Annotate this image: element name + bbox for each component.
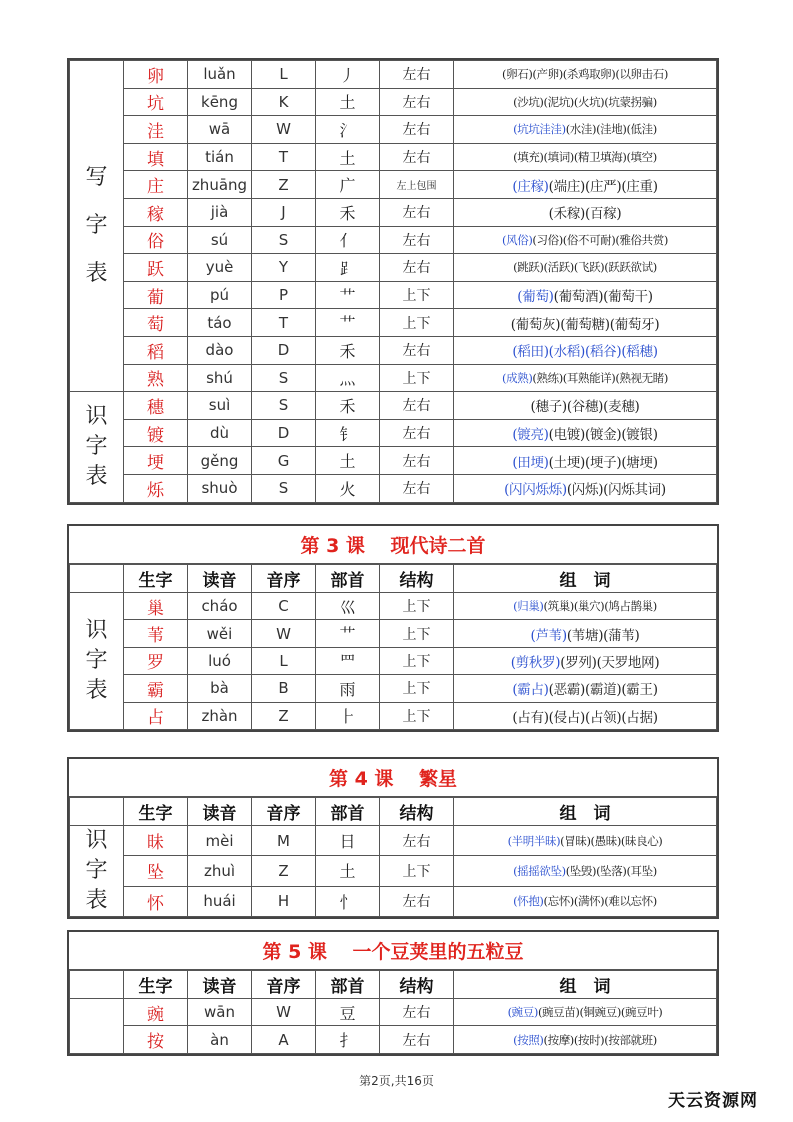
pinyin-cell: shú — [188, 364, 252, 392]
highlighted-words: (按照) — [513, 1032, 544, 1047]
character-cell: 怀 — [124, 886, 188, 916]
vocab-row — [70, 647, 717, 674]
words-cell — [454, 826, 717, 856]
header-char: 生字 — [124, 971, 188, 999]
index-letter-cell: G — [252, 447, 316, 475]
group-label-char: 字 — [85, 858, 108, 883]
structure-cell: 左右 — [380, 886, 454, 916]
index-letter-cell: W — [252, 999, 316, 1026]
words-text: (土埂)(埂子)(塘埂) — [548, 454, 658, 471]
group-label-wrap — [70, 163, 123, 289]
vocab-row — [70, 702, 717, 729]
character-cell: 坠 — [124, 856, 188, 886]
words-cell — [454, 254, 717, 282]
radical-cell: 禾 — [316, 336, 380, 364]
structure-cell: 左右 — [380, 254, 454, 282]
words-text: (禾稼)(百稼) — [548, 206, 622, 223]
group-label — [70, 593, 124, 730]
index-letter-cell: L — [252, 647, 316, 674]
group-label-char: 字 — [85, 433, 108, 459]
highlighted-words: (半明半昧) — [507, 833, 561, 848]
vocab-row — [70, 474, 717, 502]
vocab-row — [70, 171, 717, 199]
vocab-row — [70, 336, 717, 364]
pinyin-cell: luǎn — [188, 61, 252, 89]
vocab-row — [70, 254, 717, 282]
radical-cell: 钅 — [316, 419, 380, 447]
header-struct: 结构 — [380, 798, 454, 826]
vocab-row — [70, 826, 717, 856]
header-words: 组 词 — [454, 798, 717, 826]
structure-cell: 左右 — [380, 474, 454, 502]
index-letter-cell: H — [252, 886, 316, 916]
index-letter-cell: Z — [252, 856, 316, 886]
index-letter-cell: Z — [252, 171, 316, 199]
highlighted-words: (豌豆) — [507, 1005, 538, 1020]
index-letter-cell: K — [252, 88, 316, 116]
character-cell: 巢 — [124, 593, 188, 620]
vocab-row — [70, 593, 717, 620]
vocab-row — [70, 886, 717, 916]
radical-cell: 丿 — [316, 61, 380, 89]
structure-cell: 左右 — [380, 447, 454, 475]
lesson-5-title: 第 5 课 一个豆荚里的五粒豆 — [69, 932, 717, 970]
vocab-row — [70, 309, 717, 337]
structure-cell: 上下 — [380, 620, 454, 647]
group-label-char: 字 — [85, 213, 108, 239]
index-letter-cell: M — [252, 826, 316, 856]
words-cell — [454, 88, 717, 116]
structure-cell: 左右 — [380, 143, 454, 171]
pinyin-cell: jià — [188, 198, 252, 226]
words-cell — [454, 856, 717, 886]
lesson-3-title: 第 3 课 现代诗二首 — [69, 526, 717, 564]
radical-cell: 艹 — [316, 281, 380, 309]
character-cell: 昧 — [124, 826, 188, 856]
radical-cell: ⻊ — [316, 254, 380, 282]
vocab-row — [70, 419, 717, 447]
character-cell: 稻 — [124, 336, 188, 364]
radical-cell: 氵 — [316, 116, 380, 144]
radical-cell: 火 — [316, 474, 380, 502]
pinyin-cell: gěng — [188, 447, 252, 475]
header-rad: 部首 — [316, 798, 380, 826]
words-cell — [454, 61, 717, 89]
character-cell: 熟 — [124, 364, 188, 392]
words-text: (筑巢)(巢穴)(鸠占鹊巢) — [543, 599, 657, 614]
pinyin-cell: luó — [188, 647, 252, 674]
highlighted-words: (芦苇) — [530, 627, 567, 644]
group-label — [70, 61, 124, 392]
radical-cell: 忄 — [316, 886, 380, 916]
words-text: (葡萄灰)(葡萄糖)(葡萄牙) — [510, 316, 660, 333]
words-text: (苇塘)(蒲苇) — [566, 627, 640, 644]
group-label-char: 识 — [85, 617, 108, 643]
index-letter-cell: W — [252, 116, 316, 144]
radical-cell: 豆 — [316, 999, 380, 1026]
words-text: (忘怀)(满怀)(难以忘怀) — [543, 894, 657, 909]
index-letter-cell: Y — [252, 254, 316, 282]
words-text: (穗子)(谷穗)(麦穗) — [530, 399, 640, 416]
header-ord: 音序 — [252, 798, 316, 826]
words-cell — [454, 171, 717, 199]
header-struct: 结构 — [380, 565, 454, 593]
character-cell: 穗 — [124, 392, 188, 420]
structure-cell: 上下 — [380, 647, 454, 674]
structure-cell: 上下 — [380, 702, 454, 729]
pinyin-cell: cháo — [188, 593, 252, 620]
group-label-char: 识 — [85, 403, 108, 429]
header-py: 读音 — [188, 565, 252, 593]
structure-cell: 左右 — [380, 116, 454, 144]
words-text: (闪烁)(闪烁其词) — [566, 482, 666, 499]
words-cell — [454, 702, 717, 729]
vocab-row — [70, 61, 717, 89]
character-cell: 跃 — [124, 254, 188, 282]
highlighted-words: (葡萄) — [517, 289, 554, 306]
radical-cell: 艹 — [316, 620, 380, 647]
words-cell — [454, 1026, 717, 1053]
group-label — [70, 999, 124, 1054]
vocab-row — [70, 856, 717, 886]
lesson-5-table — [67, 930, 719, 1056]
character-cell: 罗 — [124, 647, 188, 674]
words-text: (豌豆苗)(铜豌豆)(豌豆叶) — [537, 1005, 663, 1020]
index-letter-cell: L — [252, 61, 316, 89]
character-cell: 萄 — [124, 309, 188, 337]
highlighted-words: (庄稼) — [512, 178, 549, 195]
words-text: (葡萄酒)(葡萄干) — [553, 289, 653, 306]
words-text: (卵石)(产卵)(杀鸡取卵)(以卵击石) — [502, 67, 668, 82]
character-cell: 稼 — [124, 198, 188, 226]
words-text: (冒昧)(愚昧)(昧良心) — [560, 833, 663, 848]
radical-cell: 禾 — [316, 392, 380, 420]
pinyin-cell: dào — [188, 336, 252, 364]
words-cell — [454, 647, 717, 674]
vocab-row — [70, 198, 717, 226]
header-ord: 音序 — [252, 565, 316, 593]
words-cell — [454, 143, 717, 171]
index-letter-cell: Z — [252, 702, 316, 729]
group-label-char: 表 — [85, 677, 108, 703]
index-letter-cell: S — [252, 474, 316, 502]
group-label-char: 写 — [85, 165, 108, 191]
vocab-table-continued — [67, 58, 719, 505]
structure-cell: 上下 — [380, 593, 454, 620]
pinyin-cell: shuò — [188, 474, 252, 502]
highlighted-words: (剪秋罗) — [510, 654, 561, 671]
radical-cell: 土 — [316, 856, 380, 886]
group-label — [70, 392, 124, 502]
pinyin-cell: tián — [188, 143, 252, 171]
character-cell: 填 — [124, 143, 188, 171]
structure-cell: 上下 — [380, 364, 454, 392]
words-text: (坠毁)(坠落)(耳坠) — [565, 863, 657, 878]
structure-cell: 左右 — [380, 226, 454, 254]
pinyin-cell: kēng — [188, 88, 252, 116]
radical-cell: 土 — [316, 88, 380, 116]
header-words: 组 词 — [454, 565, 717, 593]
character-cell: 霸 — [124, 675, 188, 702]
vocab-row — [70, 226, 717, 254]
header-rad: 部首 — [316, 971, 380, 999]
index-letter-cell: C — [252, 593, 316, 620]
lesson-4-title: 第 4 课 繁星 — [69, 759, 717, 797]
character-cell: 葡 — [124, 281, 188, 309]
radical-cell: 灬 — [316, 364, 380, 392]
words-cell — [454, 198, 717, 226]
pinyin-cell: wā — [188, 116, 252, 144]
radical-cell: 禾 — [316, 198, 380, 226]
highlighted-words: (风俗) — [502, 232, 533, 247]
highlighted-words: (坑坑洼洼) — [513, 122, 566, 137]
character-cell: 豌 — [124, 999, 188, 1026]
radical-cell: 土 — [316, 143, 380, 171]
radical-cell: 亻 — [316, 226, 380, 254]
character-cell: 洼 — [124, 116, 188, 144]
structure-cell: 左上包围 — [380, 171, 454, 199]
pinyin-cell: táo — [188, 309, 252, 337]
words-text: (占有)(侵占)(占领)(占据) — [512, 709, 658, 726]
words-cell — [454, 999, 717, 1026]
structure-cell: 左右 — [380, 1026, 454, 1053]
vocab-row — [70, 392, 717, 420]
words-text: (电镀)(镀金)(镀银) — [548, 427, 658, 444]
header-char: 生字 — [124, 565, 188, 593]
words-cell — [454, 281, 717, 309]
radical-cell: 广 — [316, 171, 380, 199]
index-letter-cell: P — [252, 281, 316, 309]
vocab-row — [70, 281, 717, 309]
radical-cell: ⺊ — [316, 702, 380, 729]
index-letter-cell: J — [252, 198, 316, 226]
lesson-4-table — [67, 757, 719, 919]
header-row — [70, 565, 717, 593]
structure-cell: 左右 — [380, 826, 454, 856]
site-watermark: 天云资源网 — [668, 1091, 758, 1111]
pinyin-cell: dù — [188, 419, 252, 447]
structure-cell: 左右 — [380, 61, 454, 89]
pinyin-cell: mèi — [188, 826, 252, 856]
index-letter-cell: A — [252, 1026, 316, 1053]
structure-cell: 左右 — [380, 419, 454, 447]
vocab-row — [70, 143, 717, 171]
highlighted-words: (稻田)(水稻)(稻谷)(稻穗) — [512, 344, 658, 361]
header-ord: 音序 — [252, 971, 316, 999]
pinyin-cell: wān — [188, 999, 252, 1026]
highlighted-words: (镀亮) — [512, 427, 549, 444]
pinyin-cell: zhuì — [188, 856, 252, 886]
highlighted-words: (摇摇欲坠) — [513, 863, 566, 878]
index-letter-cell: S — [252, 392, 316, 420]
structure-cell: 左右 — [380, 198, 454, 226]
words-text: (按摩)(按时)(按部就班) — [543, 1032, 657, 1047]
words-cell — [454, 675, 717, 702]
words-cell — [454, 226, 717, 254]
words-cell — [454, 392, 717, 420]
character-cell: 苇 — [124, 620, 188, 647]
page-footer: 第2页,共16页 — [359, 1074, 434, 1088]
words-cell — [454, 309, 717, 337]
index-letter-cell: W — [252, 620, 316, 647]
header-row — [70, 971, 717, 999]
words-text: (水洼)(洼地)(低洼) — [565, 122, 657, 137]
vocab-row — [70, 88, 717, 116]
structure-cell: 左右 — [380, 999, 454, 1026]
vocab-row — [70, 675, 717, 702]
words-cell — [454, 447, 717, 475]
group-label-char: 表 — [85, 463, 108, 489]
header-empty — [70, 798, 124, 826]
index-letter-cell: B — [252, 675, 316, 702]
index-letter-cell: S — [252, 364, 316, 392]
pinyin-cell: pú — [188, 281, 252, 309]
header-rad: 部首 — [316, 565, 380, 593]
radical-cell: 扌 — [316, 1026, 380, 1053]
group-label-wrap — [70, 616, 123, 706]
highlighted-words: (归巢) — [513, 599, 544, 614]
character-cell: 卵 — [124, 61, 188, 89]
highlighted-words: (怀抱) — [513, 894, 544, 909]
structure-cell: 上下 — [380, 281, 454, 309]
pinyin-cell: zhuāng — [188, 171, 252, 199]
structure-cell: 上下 — [380, 309, 454, 337]
pinyin-cell: àn — [188, 1026, 252, 1053]
header-empty — [70, 565, 124, 593]
radical-cell: 罒 — [316, 647, 380, 674]
structure-cell: 左右 — [380, 88, 454, 116]
index-letter-cell: D — [252, 336, 316, 364]
header-py: 读音 — [188, 971, 252, 999]
words-cell — [454, 886, 717, 916]
words-text: (端庄)(庄严)(庄重) — [548, 178, 658, 195]
words-text: (填充)(填词)(精卫填海)(填空) — [513, 150, 657, 165]
group-label-char: 表 — [85, 261, 108, 287]
lesson-3-table — [67, 524, 719, 732]
lesson-4-grid — [69, 797, 717, 917]
index-letter-cell: T — [252, 309, 316, 337]
words-text: (熟练)(耳熟能详)(熟视无睹) — [532, 370, 668, 385]
highlighted-words: (成熟) — [502, 370, 533, 385]
character-cell: 坑 — [124, 88, 188, 116]
header-words: 组 词 — [454, 971, 717, 999]
vocab-row — [70, 999, 717, 1026]
header-char: 生字 — [124, 798, 188, 826]
words-cell — [454, 116, 717, 144]
character-cell: 庄 — [124, 171, 188, 199]
pinyin-cell: zhàn — [188, 702, 252, 729]
pinyin-cell: sú — [188, 226, 252, 254]
group-label-wrap — [70, 826, 123, 916]
header-py: 读音 — [188, 798, 252, 826]
pinyin-cell: suì — [188, 392, 252, 420]
radical-cell: 日 — [316, 826, 380, 856]
vocab-table-body — [69, 60, 717, 503]
highlighted-words: (霸占) — [512, 682, 549, 699]
words-cell — [454, 419, 717, 447]
highlighted-words: (田埂) — [512, 454, 549, 471]
structure-cell: 左右 — [380, 392, 454, 420]
words-cell — [454, 593, 717, 620]
pinyin-cell: wěi — [188, 620, 252, 647]
vocab-row — [70, 620, 717, 647]
words-cell — [454, 620, 717, 647]
character-cell: 占 — [124, 702, 188, 729]
words-cell — [454, 336, 717, 364]
vocab-row — [70, 116, 717, 144]
lesson-5-grid — [69, 970, 717, 1054]
radical-cell: 土 — [316, 447, 380, 475]
index-letter-cell: S — [252, 226, 316, 254]
vocab-row — [70, 447, 717, 475]
character-cell: 镀 — [124, 419, 188, 447]
group-label-char: 字 — [85, 647, 108, 673]
words-text: (恶霸)(霸道)(霸王) — [548, 682, 658, 699]
header-struct: 结构 — [380, 971, 454, 999]
index-letter-cell: T — [252, 143, 316, 171]
radical-cell: 雨 — [316, 675, 380, 702]
group-label-wrap — [70, 402, 123, 492]
lesson-3-grid — [69, 564, 717, 730]
radical-cell: 艹 — [316, 309, 380, 337]
words-text: (跳跃)(活跃)(飞跃)(跃跃欲试) — [513, 260, 657, 275]
structure-cell: 左右 — [380, 336, 454, 364]
header-empty — [70, 971, 124, 999]
highlighted-words: (闪闪烁烁) — [504, 482, 567, 499]
words-text: (罗列)(天罗地网) — [560, 654, 660, 671]
character-cell: 埂 — [124, 447, 188, 475]
words-cell — [454, 364, 717, 392]
group-label-char: 表 — [85, 888, 108, 913]
character-cell: 按 — [124, 1026, 188, 1053]
radical-cell: 巛 — [316, 593, 380, 620]
group-label — [70, 826, 124, 917]
pinyin-cell: bà — [188, 675, 252, 702]
group-label-char: 识 — [85, 828, 108, 853]
vocab-row — [70, 364, 717, 392]
structure-cell: 上下 — [380, 675, 454, 702]
words-text: (习俗)(俗不可耐)(雅俗共赏) — [532, 232, 668, 247]
index-letter-cell: D — [252, 419, 316, 447]
structure-cell: 上下 — [380, 856, 454, 886]
words-text: (沙坑)(泥坑)(火坑)(坑蒙拐骗) — [513, 94, 657, 109]
header-row — [70, 798, 717, 826]
vocab-row — [70, 1026, 717, 1053]
pinyin-cell: huái — [188, 886, 252, 916]
words-cell — [454, 474, 717, 502]
character-cell: 俗 — [124, 226, 188, 254]
character-cell: 烁 — [124, 474, 188, 502]
pinyin-cell: yuè — [188, 254, 252, 282]
